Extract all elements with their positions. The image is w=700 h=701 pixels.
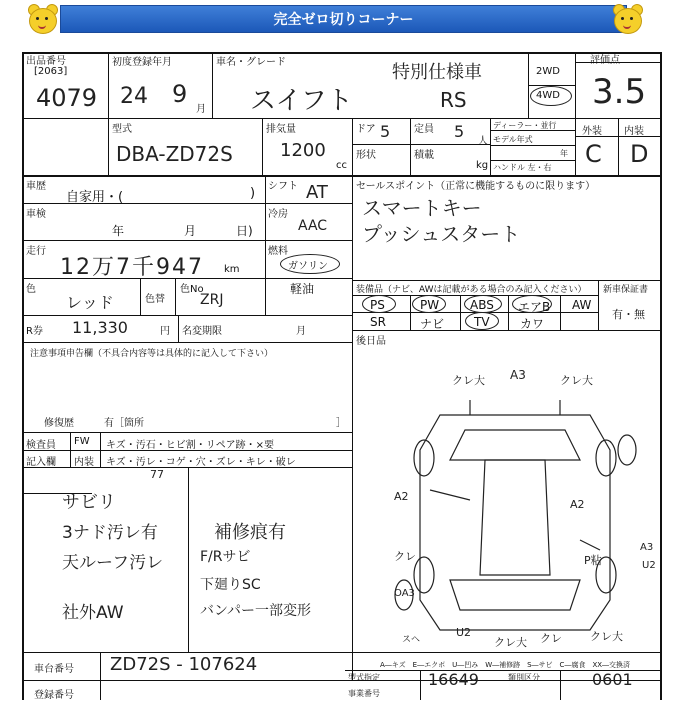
fw-label: FW	[74, 436, 90, 447]
inspection-label: 車検	[26, 209, 46, 220]
repair-close: ］	[336, 418, 346, 429]
color-label: 色	[26, 284, 36, 295]
hw-left-2: 3ナド汚レ有	[62, 523, 158, 543]
model-label: 型式	[112, 124, 132, 135]
exterior-label: 外装	[582, 126, 602, 137]
capacity-value: 5	[454, 122, 465, 141]
inspection-year: 年	[112, 224, 125, 238]
kg-unit: kg	[476, 160, 489, 171]
inspection-month: 月	[184, 224, 197, 238]
diag-label-4: A2	[394, 490, 409, 503]
type-designation-value: 16649	[428, 670, 479, 689]
deadline-month: 月	[296, 326, 306, 337]
warranty-value: 有・無	[612, 308, 645, 321]
color-code-label: 色No	[180, 284, 204, 295]
ac-label: 冷房	[268, 209, 288, 220]
hw-left-1: サビリ	[62, 492, 116, 513]
equip-navi: ナビ	[420, 317, 445, 331]
color-value: レッド	[66, 293, 114, 312]
diag-label-8: A3	[640, 542, 654, 553]
model-value: DBA-ZD72S	[116, 142, 233, 166]
reg-label: 登録番号	[34, 690, 74, 701]
hw-mark: 77	[150, 468, 164, 481]
banner-title: 完全ゼロ切りコーナー	[60, 5, 627, 33]
drive-2wd: 2WD	[536, 66, 560, 77]
cc-unit: cc	[336, 160, 347, 171]
fuel-diesel: 軽油	[290, 282, 315, 296]
lot-label: 出品番号	[26, 56, 66, 67]
shift-value: AT	[306, 182, 328, 203]
exterior-grade: C	[585, 140, 602, 168]
diag-label-2: A3	[510, 368, 526, 382]
later-label: 後日品	[356, 336, 386, 347]
first-reg-label: 初度登録年月	[112, 57, 172, 68]
lot-number: 4079	[36, 84, 98, 112]
fuel-label: 燃料	[268, 246, 288, 257]
recycle-unit: 円	[160, 326, 170, 337]
warranty-label: 新車保証書	[603, 285, 649, 295]
diag-label-6: A2	[570, 498, 585, 511]
year-unit: 年	[560, 149, 568, 158]
chassis-label: 車台番号	[34, 664, 74, 675]
grade-note: 特別仕様車	[392, 62, 482, 83]
usage-value: 自家用・(	[66, 190, 124, 205]
inspector-label: 検査員	[26, 440, 56, 451]
grade: RS	[440, 88, 467, 112]
hw-right-3: 下廻りSC	[200, 577, 261, 593]
diag-label-13: クレ大	[494, 636, 527, 649]
interior-grade: D	[630, 140, 649, 168]
recycle-value: 11,330	[72, 318, 128, 337]
car-name-label: 車名・グレード	[216, 57, 286, 68]
model-year-label: モデル年式	[493, 135, 533, 144]
diag-label-9: U2	[642, 560, 656, 571]
type-designation-label: 型式指定	[348, 673, 380, 682]
person-unit: 人	[478, 136, 488, 147]
diag-label-11: スヘ	[402, 635, 421, 645]
shift-label: シフト	[268, 181, 298, 192]
color-change-label: 色替	[145, 294, 165, 305]
fuel-gasoline: ガソリン	[288, 261, 328, 272]
category-label: 類別区分	[508, 673, 540, 682]
displacement-label: 排気量	[266, 124, 296, 135]
sales-point-line1: スマートキー	[362, 196, 482, 220]
hw-left-3: 天ルーフ汚レ	[62, 553, 164, 573]
entry-label: 記入欄	[26, 457, 56, 468]
doors-label: ドア	[356, 124, 376, 135]
equipment-label: 装備品（ナビ、AWは記載がある場合のみ記入ください）	[356, 285, 587, 295]
month-unit: 月	[196, 104, 206, 115]
drive-4wd: 4WD	[536, 90, 560, 101]
doors-value: 5	[380, 122, 391, 141]
mileage-label: 走行	[26, 246, 46, 257]
equip-aw: AW	[572, 298, 592, 312]
diag-label-7: P粘	[584, 554, 602, 567]
repair-label: 修復歴	[44, 418, 74, 429]
diag-label-3: クレ大	[560, 374, 593, 387]
diag-label-5: クレ	[394, 550, 416, 563]
sales-point-label: セールスポイント（正常に機能するものに限ります）	[356, 181, 596, 192]
diag-label-10: OA3	[394, 588, 415, 599]
lot-small-number: [2063]	[34, 66, 68, 77]
displacement: 1200	[280, 140, 326, 161]
equip-pw: PW	[420, 298, 440, 312]
first-reg-month: 9	[172, 80, 188, 108]
diag-label-1: クレ大	[452, 374, 485, 387]
score-value: 3.5	[592, 72, 647, 112]
car-name: スイフト	[250, 86, 353, 116]
score-label: 評価点	[590, 55, 620, 66]
diag-label-15: クレ大	[590, 630, 623, 643]
ac-value: AAC	[298, 218, 328, 234]
hw-right-4: バンパー一部変形	[200, 603, 312, 619]
business-label: 事業番号	[348, 689, 380, 698]
mileage-value: 12万7千947	[60, 255, 204, 280]
equip-airbag: エアB	[518, 300, 551, 314]
recycle-label: R券	[26, 326, 43, 337]
handle-label: ハンドル 左・右	[493, 163, 552, 172]
hw-right-1: 補修痕有	[214, 522, 286, 543]
equip-sr: SR	[370, 315, 386, 329]
hw-right-2: F/Rサビ	[200, 549, 251, 565]
color-code: ZRJ	[200, 292, 224, 308]
hw-left-4: 社外AW	[62, 603, 124, 623]
equip-tv: TV	[474, 315, 490, 329]
damage-legend: A―キズ E―エクボ U―凹み W―補修跡 S―サビ C―腐食 XX―交換済	[380, 661, 631, 669]
interior-row-label: 内装	[74, 457, 94, 468]
capacity-label: 定員	[414, 124, 434, 135]
sales-point-line2: プッシュスタート	[362, 222, 521, 246]
equip-abs: ABS	[470, 298, 494, 312]
interior-items: キズ・汚レ・コゲ・穴・ズレ・キレ・破レ	[106, 457, 296, 468]
diag-label-12: U2	[456, 626, 472, 639]
dealer-label: ディーラー・並行	[493, 121, 557, 130]
category-value: 0601	[592, 670, 633, 689]
diag-label-14: クレ	[540, 632, 562, 645]
equip-leather: カワ	[520, 317, 545, 331]
notes-label: 注意事項申告欄（不具合内容等は具体的に記入して下さい）	[30, 349, 274, 359]
usage-close: )	[250, 186, 256, 201]
deadline-label: 名変期限	[182, 326, 222, 337]
cargo-label: 積載	[414, 150, 434, 161]
fw-items: キズ・汚石・ヒビ割・リペア跡・×要	[106, 440, 274, 451]
km-unit: km	[224, 264, 240, 275]
inspection-day: 日)	[236, 224, 253, 238]
shape-label: 形状	[356, 150, 376, 161]
repair-value: 有［箇所	[104, 418, 144, 429]
interior-label: 内装	[624, 126, 644, 137]
chassis-value: ZD72S - 107624	[110, 654, 258, 675]
equip-ps: PS	[370, 298, 385, 312]
first-reg-year: 24	[120, 84, 148, 109]
usage-label: 車歴	[26, 181, 46, 192]
